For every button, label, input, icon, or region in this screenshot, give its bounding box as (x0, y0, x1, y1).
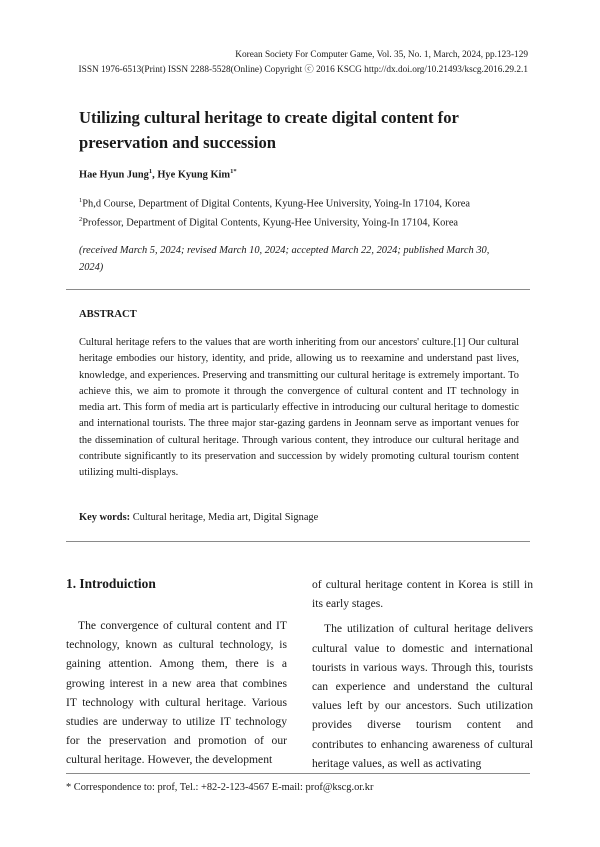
section-heading: 1. Introduiction (66, 576, 156, 591)
submission-dates: (received March 5, 2024; revised March 10, 2024; accepted March 22, 2024; published March 30, 2024) (79, 245, 490, 273)
journal-header (58, 48, 528, 78)
journal-citation: Korean Society For Computer Game, Vol. 35, No. 1, March, 2024, pp.123-129 (235, 50, 528, 60)
divider-top (66, 289, 530, 290)
body-paragraph: The utilization of cultural heritage delivers cultural value to domestic and international tourists in various ways. Through this, tourists can experience and understand the cultural values left by our ancestors. Such utilization provides diverse tourism content and contributes to enhancing awareness of cultural heritage values, as well as activating (312, 622, 533, 770)
author-affiliation-mark: 1* (230, 168, 237, 175)
author-list (79, 168, 237, 180)
body-paragraph: The convergence of cultural content and IT technology, known as cultural technology, is gaining attention. Among them, there is a growing interest in a new area that combines IT technology with cultural heritage. Various studies are underway to utilize IT technology for the preservation and promotion of our cultural heritage. However, the development (66, 619, 287, 767)
author-affiliation-mark: 1 (148, 168, 153, 175)
affiliation-text: Professor, Department of Digital Contents, Kyung-Hee University, Yoing-In 17104, Korea (82, 217, 459, 229)
body-paragraph-continued: of cultural heritage content in Korea is still in its early stages. (312, 578, 533, 611)
divider-bottom (66, 541, 530, 542)
affiliation-1 (79, 197, 470, 209)
footnote-divider (66, 773, 530, 774)
affiliation-2 (79, 216, 458, 228)
affiliation-mark: 1 (79, 197, 83, 204)
abstract-text: Cultural heritage refers to the values that are worth inheriting from our ancestors' culture.[1] Our cultural heritage embodies our history, identity, and pride, allowing us to reexamine and understand past lives, knowledge, and experiences. Preserving and transmitting our cultural heritage is extremely important. To achieve this, we aim to promote it through the convergence of cultural content and IT technology in media art. This form of media art is particularly effective in introducing our cultural heritage to domestic and international tourists. The three major star-gazing gardens in Jeonnam serve as important venues for the dissemination of cultural heritage. Through various content, they introduce our cultural heritage and contribute significantly to its preservation and succession by widely promoting cultural tourism content utilizing multi-displays. (79, 337, 519, 479)
paper-title: Utilizing cultural heritage to create digital content for preservation and succession (79, 108, 459, 152)
keywords-value: Cultural heritage, Media art, Digital Signage (132, 512, 319, 523)
affiliation-text: Ph,d Course, Department of Digital Contents, Kyung-Hee University, Yoing-In 17104, Korea (82, 198, 471, 210)
author-name: Hye Kyung Kim (157, 169, 231, 181)
abstract-heading: ABSTRACT (79, 309, 137, 320)
keywords (79, 512, 318, 523)
keywords-label: Key words: (79, 512, 131, 523)
body-column-right (312, 575, 533, 773)
affiliation-mark: 2 (79, 216, 83, 223)
author-separator: , (152, 169, 158, 181)
body-column-left (66, 616, 287, 770)
journal-issn-doi: ISSN 1976-6513(Print) ISSN 2288-5528(Online) Copyright ⓒ 2016 KSCG http://dx.doi.org/10.21493/kscg.2016.29.2.1 (78, 65, 528, 75)
correspondence-footnote: * Correspondence to: prof, Tel.: +82-2-123-4567 E-mail: prof@kscg.or.kr (66, 782, 374, 793)
author-name: Hae Hyun Jung (79, 169, 149, 181)
